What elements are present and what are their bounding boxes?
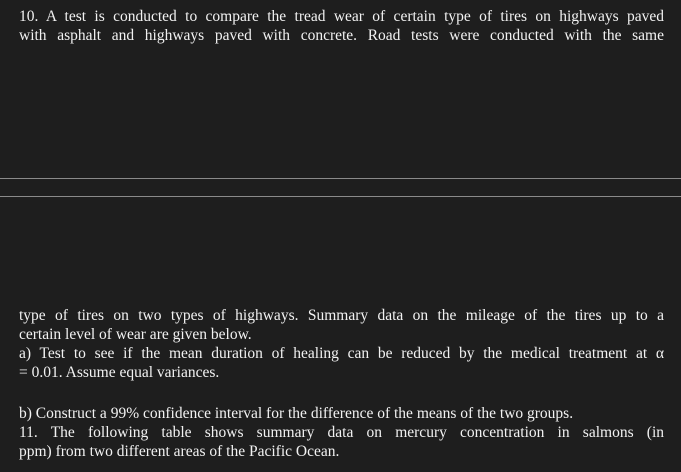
text-line: certain level of wear are given below. bbox=[19, 326, 252, 343]
text-line: ppm) from two different areas of the Pacific Ocean. bbox=[19, 443, 340, 460]
text-line: = 0.01. Assume equal variances. bbox=[19, 364, 220, 381]
question-10-body bbox=[19, 306, 664, 382]
page-divider bbox=[0, 178, 681, 179]
question-10b-and-11 bbox=[19, 404, 664, 461]
text-line: a) Test to see if the mean duration of healing can be reduced by the medical treatment at α bbox=[19, 345, 664, 362]
text-line: 10. A test is conducted to compare the tread wear of certain type of tires on highways paved bbox=[19, 8, 664, 25]
text-line: with asphalt and highways paved with concrete. Road tests were conducted with the same bbox=[19, 27, 664, 44]
question-10-intro bbox=[19, 7, 664, 45]
text-line: b) Construct a 99% confidence interval for the difference of the means of the two groups. bbox=[19, 405, 574, 422]
text-line: type of tires on two types of highways. Summary data on the mileage of the tires up to a bbox=[19, 307, 664, 324]
page-divider bbox=[0, 196, 681, 197]
text-line: 11. The following table shows summary data on mercury concentration in salmons (in bbox=[19, 424, 664, 441]
